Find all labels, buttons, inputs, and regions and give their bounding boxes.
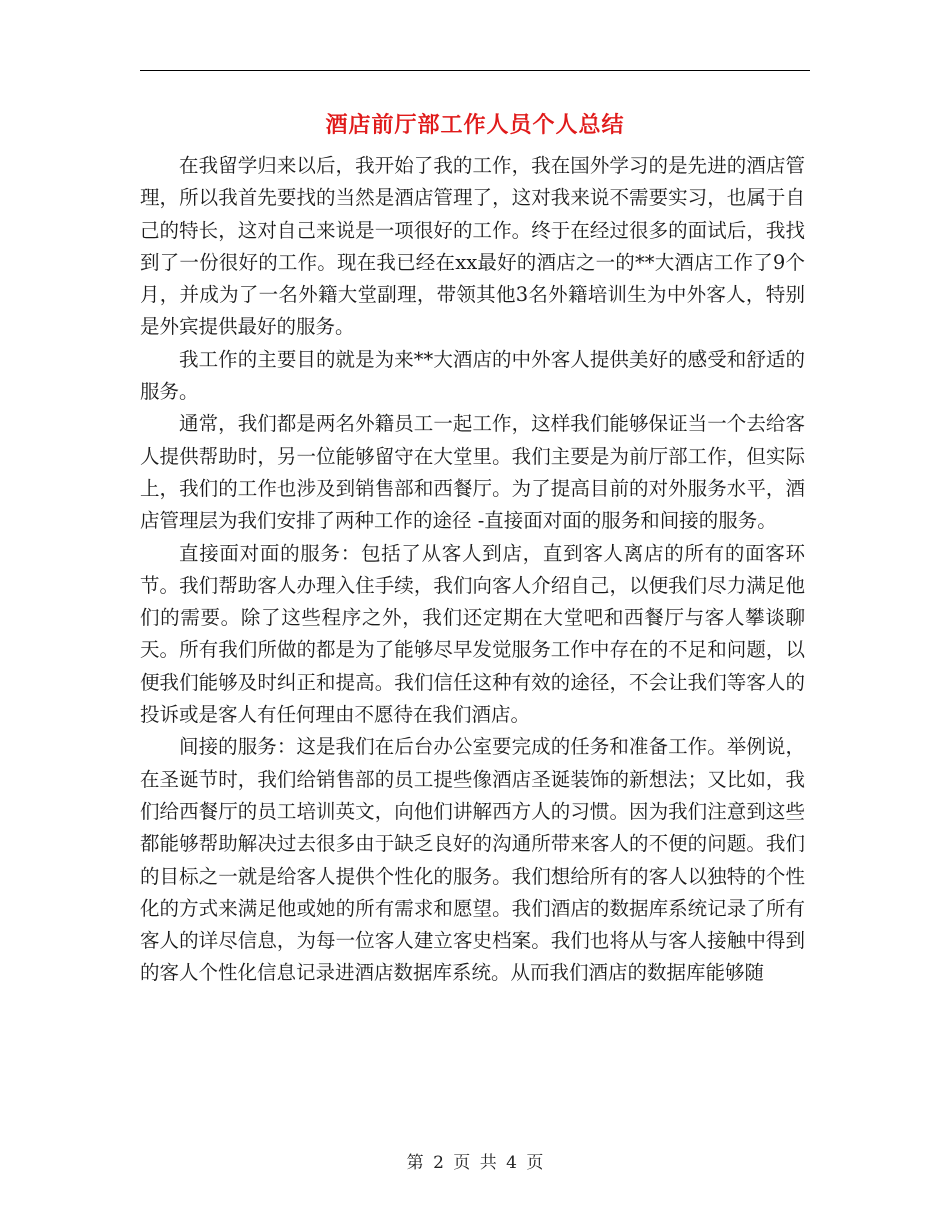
document-body — [140, 150, 805, 990]
header-rule — [140, 70, 810, 71]
paragraph-4: 直接面对面的服务：包括了从客人到店，直到客人离店的所有的面客环节。我们帮助客人办理入住手续，我们向客人介绍自己，以便我们尽力满足他们的需要。除了这些程序之外，我们还定期在大堂吧和西餐厅与客人攀谈聊天。所有我们所做的都是为了能够尽早发觉服务工作中存在的不足和问题，以便我们能够及时纠正和提高。我们信任这种有效的途径，不会让我们等客人的投诉或是客人有任何理由不愿待在我们酒店。 — [140, 541, 805, 727]
paragraph-5: 间接的服务：这是我们在后台办公室要完成的任务和准备工作。举例说，在圣诞节时，我们给销售部的员工提些像酒店圣诞装饰的新想法；又比如，我们给西餐厅的员工培训英文，向他们讲解西方人的习惯。因为我们注意到这些都能够帮助解决过去很多由于缺乏良好的沟通所带来客人的不便的问题。我们的目标之一就是给客人提供个性化的服务。我们想给所有的客人以独特的个性化的方式来满足他或她的所有需求和愿望。我们酒店的数据库系统记录了所有客人的详尽信息，为每一位客人建立客史档案。我们也将从与客人接触中得到的客人个性化信息记录进酒店数据库系统。从而我们酒店的数据库能够随 — [140, 735, 805, 985]
paragraph-3: 通常，我们都是两名外籍员工一起工作，这样我们能够保证当一个去给客人提供帮助时，另一位能够留守在大堂里。我们主要是为前厅部工作，但实际上，我们的工作也涉及到销售部和西餐厅。为了提高目前的对外服务水平，酒店管理层为我们安排了两种工作的途径 -直接面对面的服务和间接的服务。 — [140, 412, 805, 533]
paragraph-1: 在我留学归来以后，我开始了我的工作，我在国外学习的是先进的酒店管理，所以我首先要找的当然是酒店管理了，这对我来说不需要实习，也属于自己的特长，这对自己来说是一项很好的工作。终于在经过很多的面试后，我找到了一份很好的工作。现在我已经在xx最好的酒店之一的**大酒店工作了9个月，并成为了一名外籍大堂副理，带领其他3名外籍培训生为中外客人，特别是外宾提供最好的服务。 — [140, 154, 805, 339]
document-title: 酒店前厅部工作人员个人总结 — [325, 112, 625, 138]
paragraph-2: 我工作的主要目的就是为来**大酒店的中外客人提供美好的感受和舒适的服务。 — [140, 347, 805, 404]
page-number-footer: 第 2 页 共 4 页 — [406, 1153, 544, 1173]
